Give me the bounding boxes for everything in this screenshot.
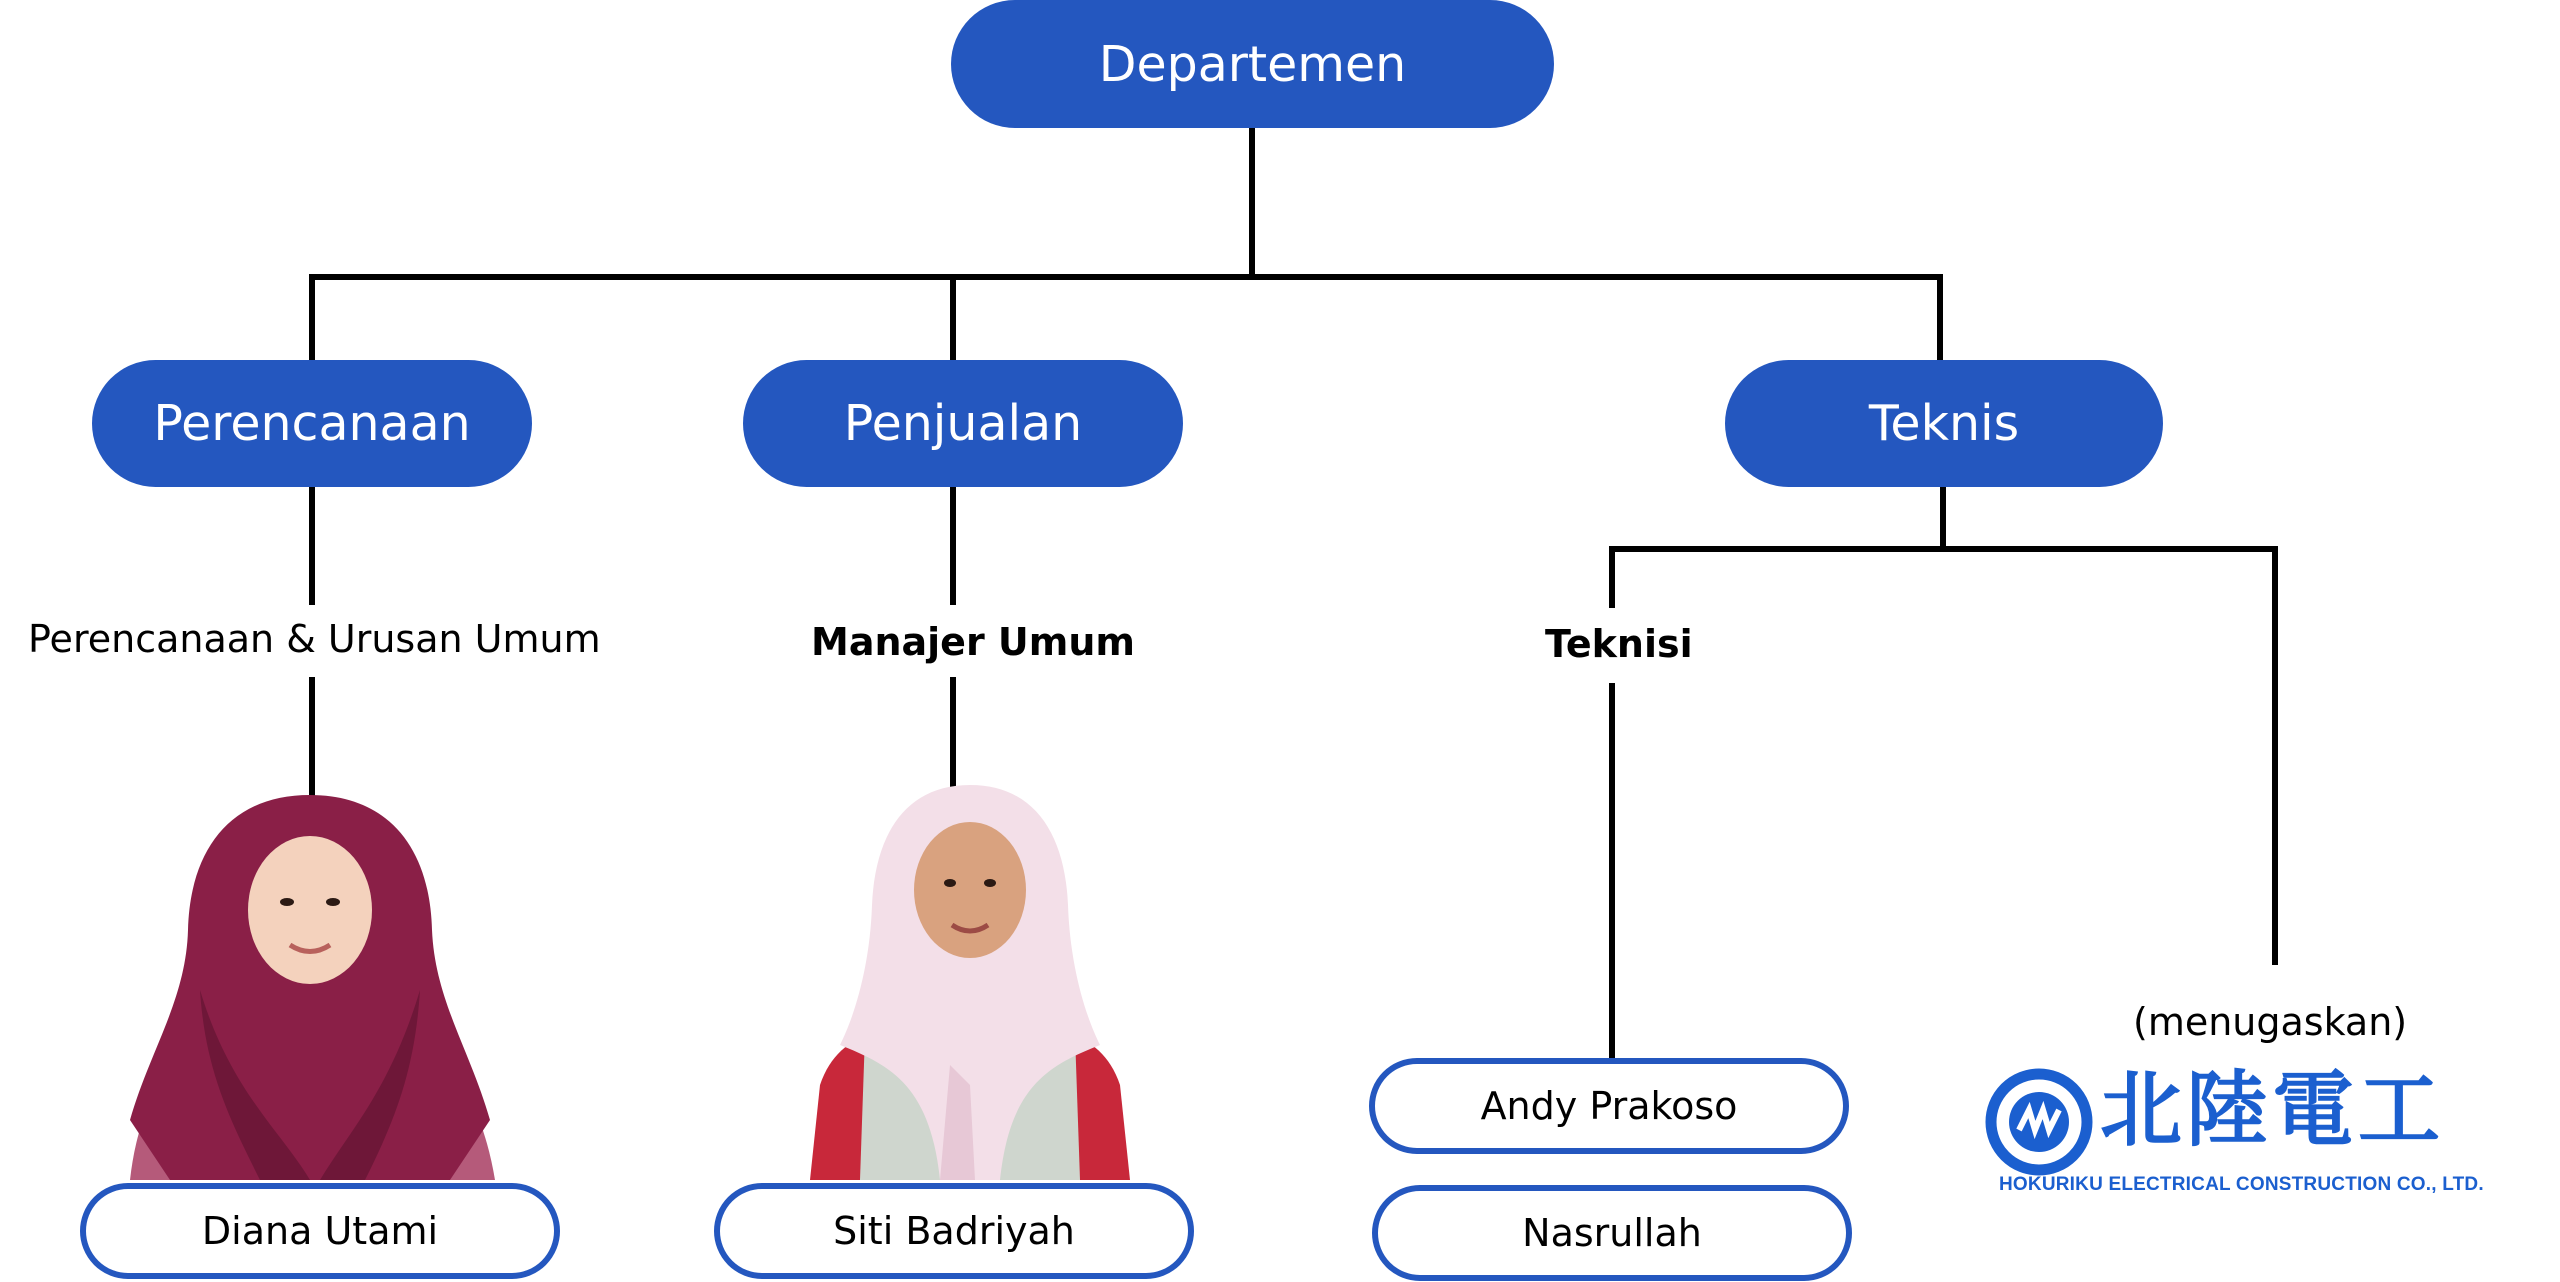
hokuriku-logo-caption: HOKURIKU ELECTRICAL CONSTRUCTION CO., LTD. <box>1999 1174 2484 1195</box>
hokuriku-logo-emblem <box>1985 1068 2093 1176</box>
department-label: Penjualan <box>843 395 1083 452</box>
department-box-penjualan <box>743 360 1183 487</box>
department-label: Teknis <box>1868 395 2020 452</box>
person-box-andy <box>1369 1058 1849 1154</box>
person-name: Diana Utami <box>201 1209 439 1253</box>
person-name: Nasrullah <box>1522 1211 1702 1255</box>
root-department-label: Departemen <box>1098 35 1407 93</box>
department-box-teknis <box>1725 360 2163 487</box>
department-box-perencanaan <box>92 360 532 487</box>
person-photo-siti <box>800 785 1140 1180</box>
hokuriku-logo-wordmark: 北陸電工 <box>2100 1063 2445 1158</box>
role-label-teknis: Teknisi <box>1539 622 1699 666</box>
person-box-siti <box>714 1183 1194 1279</box>
person-name: Siti Badriyah <box>833 1209 1075 1253</box>
role-label-perencanaan: Perencanaan & Urusan Umum <box>22 617 607 661</box>
person-name: Andy Prakoso <box>1480 1084 1738 1128</box>
root-department-box <box>951 0 1554 128</box>
person-photo-diana <box>110 790 510 1180</box>
person-box-diana <box>80 1183 560 1279</box>
person-box-nasrullah <box>1372 1185 1852 1281</box>
department-label: Perencanaan <box>153 395 471 452</box>
role-label-penjualan: Manajer Umum <box>805 620 1141 664</box>
assignment-note: (menugaskan) <box>2133 1000 2408 1044</box>
